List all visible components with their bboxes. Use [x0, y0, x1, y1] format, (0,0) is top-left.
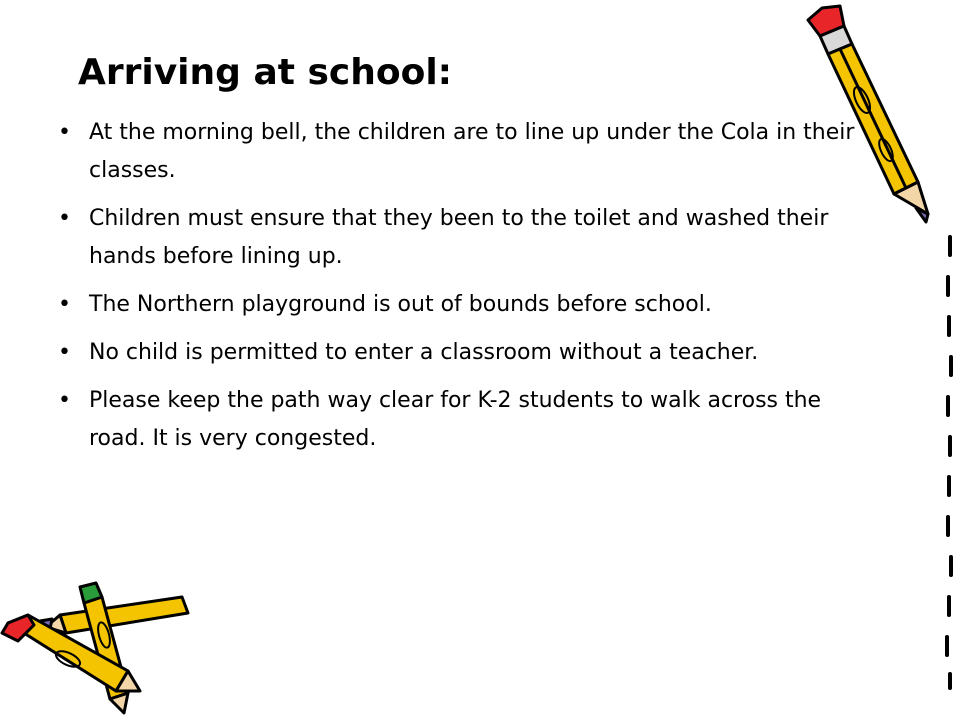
- bullet-marker: •: [58, 292, 71, 317]
- bullet-marker: •: [58, 120, 71, 145]
- bullet-item: [52, 286, 872, 324]
- bullet-marker: •: [58, 388, 71, 413]
- bullet-text: Please keep the path way clear for K-2 students to walk across the road. It is very congested.: [89, 388, 822, 451]
- pencils-icon: [0, 575, 200, 720]
- bullet-item: [52, 200, 872, 276]
- bullet-text: No child is permitted to enter a classroom without a teacher.: [89, 340, 759, 365]
- bullet-marker: •: [58, 340, 71, 365]
- bullet-item: [52, 382, 872, 458]
- bullet-text: At the morning bell, the children are to line up under the Cola in their classes.: [89, 120, 855, 183]
- bullet-marker: •: [58, 206, 71, 231]
- bullet-item: [52, 114, 872, 190]
- bullet-text: Children must ensure that they been to the toilet and washed their hands before lining up.: [89, 206, 829, 269]
- bullet-text: The Northern playground is out of bounds before school.: [89, 292, 712, 317]
- pencil-icon: [800, 0, 960, 720]
- slide-title: Arriving at school:: [78, 52, 453, 93]
- bullet-list: [52, 114, 872, 468]
- bullet-item: [52, 334, 872, 372]
